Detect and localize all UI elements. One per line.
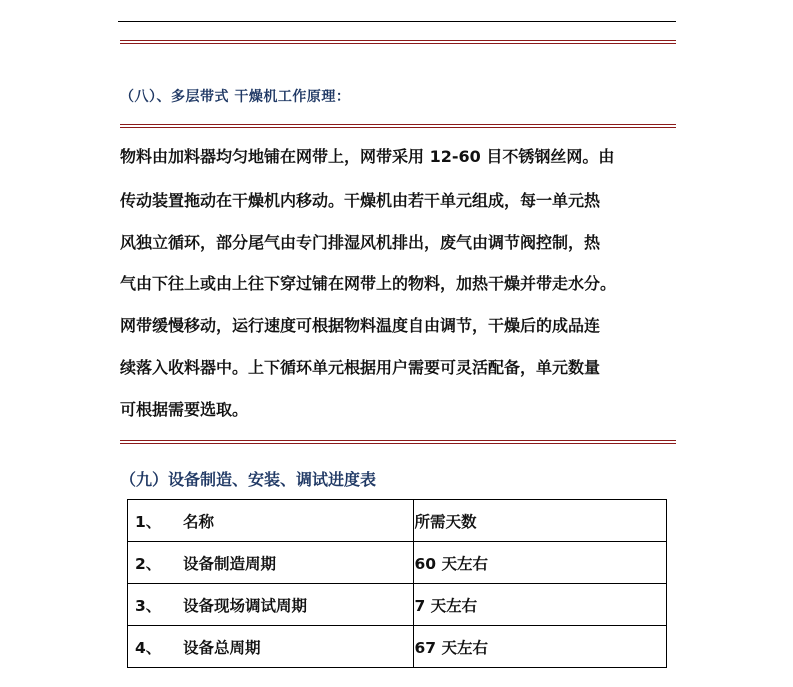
column-header-days: 所需天数 <box>414 500 667 542</box>
row-number: 2、 <box>135 554 162 573</box>
paragraph-line: 网带缓慢移动，运行速度可根据物料温度自由调节，干燥后的成品连 <box>120 316 601 335</box>
row-number: 1、 <box>135 512 162 531</box>
row-name: 设备制造周期 <box>183 554 277 573</box>
paragraph-line: 续落入收料器中。上下循环单元根据用户需要可灵活配备，单元数量 <box>120 358 601 377</box>
paragraph-line: 可根据需要选取。 <box>120 400 249 419</box>
row-days: 60 天左右 <box>414 542 667 584</box>
table-row <box>128 584 667 626</box>
table-row <box>128 542 667 584</box>
paragraph-line: 气由下往上或由上往下穿过铺在网带上的物料，加热干燥并带走水分。 <box>120 274 617 293</box>
table-cell <box>128 626 414 668</box>
paragraph-line: 物料由加料器均匀地铺在网带上，网带采用 12-60 目不锈钢丝网。由 <box>120 147 615 166</box>
section-9-divider <box>120 440 676 444</box>
table-row <box>128 626 667 668</box>
section-9-title: （九）设备制造、安装、调试进度表 <box>120 470 377 489</box>
row-days: 67 天左右 <box>414 626 667 668</box>
column-header-name: 名称 <box>183 512 215 531</box>
top-horizontal-rule <box>118 21 676 22</box>
section-8-title: （八）、多层带式 干燥机工作原理： <box>120 89 351 105</box>
paragraph-line: 传动装置拖动在干燥机内移动。干燥机由若干单元组成，每一单元热 <box>120 191 601 210</box>
table-cell <box>128 500 414 542</box>
row-number: 3、 <box>135 596 162 615</box>
section-divider-top <box>120 40 676 44</box>
table-cell <box>128 584 414 626</box>
schedule-table <box>127 499 667 668</box>
table-header-row <box>128 500 667 542</box>
row-name: 设备总周期 <box>183 638 261 657</box>
section-8-divider <box>120 124 676 128</box>
row-name: 设备现场调试周期 <box>183 596 308 615</box>
paragraph-line: 风独立循环，部分尾气由专门排湿风机排出，废气由调节阀控制，热 <box>120 233 601 252</box>
row-days: 7 天左右 <box>414 584 667 626</box>
table-cell <box>128 542 414 584</box>
row-number: 4、 <box>135 638 162 657</box>
